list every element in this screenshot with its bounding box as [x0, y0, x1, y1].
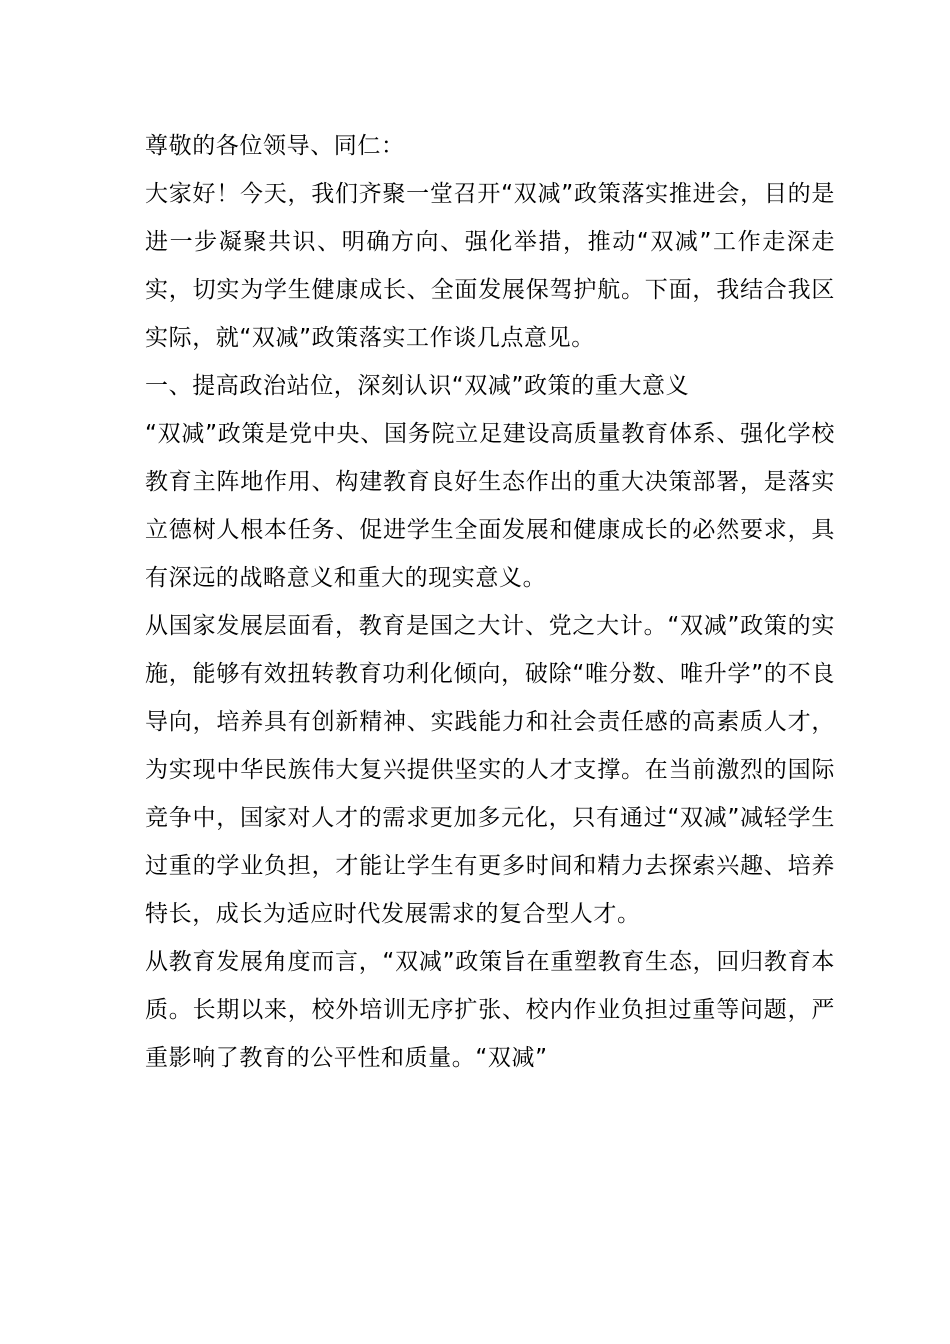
salutation: 尊敬的各位领导、同仁： [145, 133, 405, 159]
paragraph-opening: 大家好！今天，我们齐聚一堂召开“双减”政策落实推进会，目的是进一步凝聚共识、明确方向、强化举措，推动“双减”工作走深走实，切实为学生健康成长、全面发展保驾护航。下面，我结合我区实际，就“双减”政策落实工作谈几点意见。 [145, 181, 835, 351]
paragraph-national-level: 从国家发展层面看，教育是国之大计、党之大计。“双减”政策的实施，能够有效扭转教育功利化倾向，破除“唯分数、唯升学”的不良导向，培养具有创新精神、实践能力和社会责任感的高素质人才，为实现中华民族伟大复兴提供坚实的人才支撑。在当前激烈的国际竞争中，国家对人才的需求更加多元化，只有通过“双减”减轻学生过重的学业负担，才能让学生有更多时间和精力去探索兴趣、培养特长，成长为适应时代发展需求的复合型人才。 [145, 613, 835, 927]
document-body [145, 122, 835, 1082]
paragraph-significance: “双减”政策是党中央、国务院立足建设高质量教育体系、强化学校教育主阵地作用、构建教育良好生态作出的重大决策部署，是落实立德树人根本任务、促进学生全面发展和健康成长的必然要求，具有深远的战略意义和重大的现实意义。 [145, 421, 835, 591]
section-heading-1: 一、提高政治站位，深刻认识“双减”政策的重大意义 [145, 373, 690, 399]
paragraph-education-development: 从教育发展角度而言，“双减”政策旨在重塑教育生态，回归教育本质。长期以来，校外培训无序扩张、校内作业负担过重等问题，严重影响了教育的公平性和质量。“双减” [145, 949, 835, 1071]
